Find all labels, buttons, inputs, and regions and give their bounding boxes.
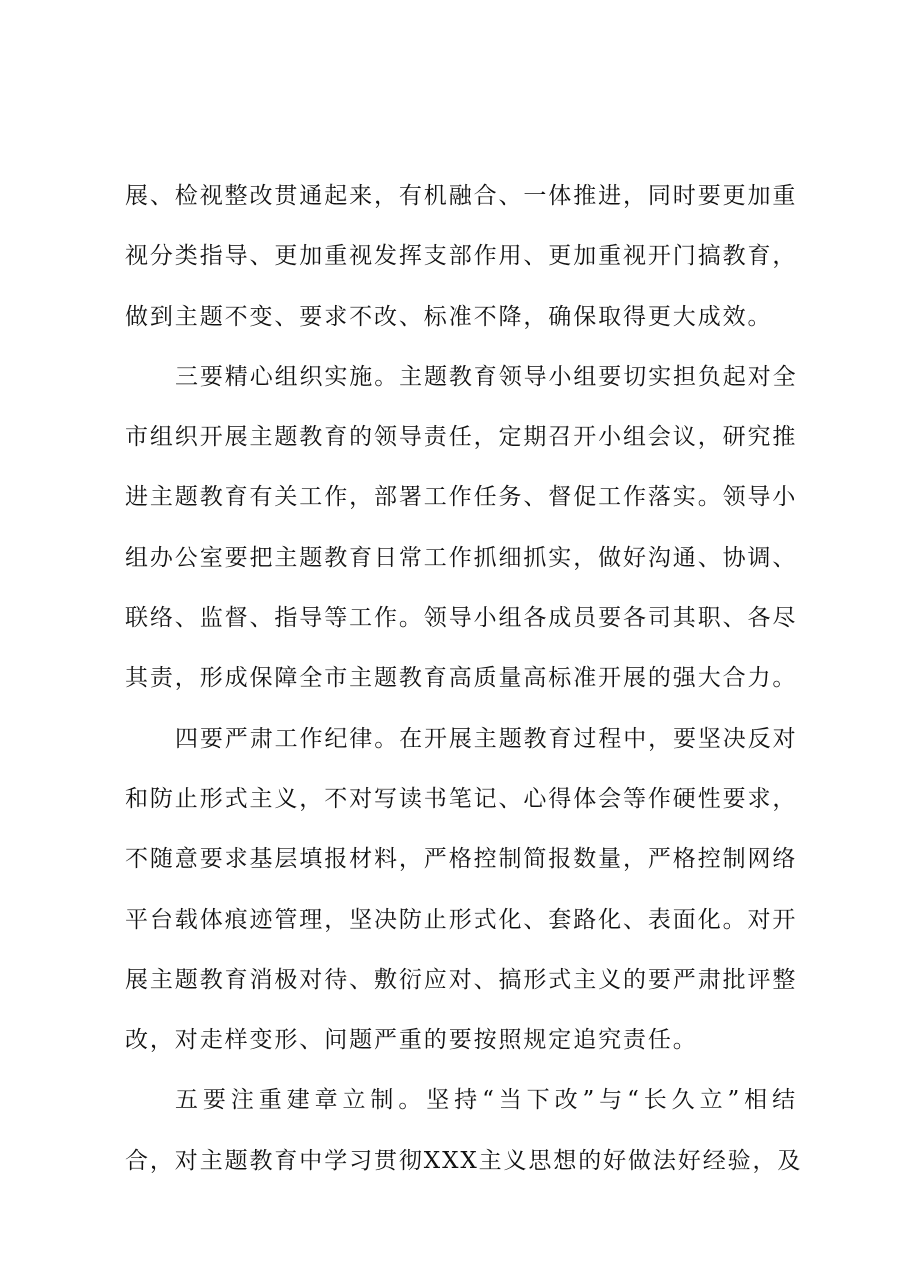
text-line: 不随意要求基层填报材料，严格控制简报数量，严格控制网络 (125, 846, 798, 873)
paragraph-start-line: 三要精心组织实施。主题教育领导小组要切实担负起对全 (175, 363, 798, 390)
paragraph-start-line: 五要注重建章立制。坚持“当下改”与“长久立”相结 (175, 1087, 797, 1114)
text-line: 视分类指导、更加重视发挥支部作用、更加重视开门搞教育， (125, 243, 798, 270)
text-line: 改，对走样变形、问题严重的要按照规定追究责任。 (125, 1027, 698, 1054)
text-line: 市组织开展主题教育的领导责任，定期召开小组会议，研究推 (125, 424, 798, 451)
text-line: 展、检视整改贯通起来，有机融合、一体推进，同时要更加重 (125, 183, 798, 209)
text-line: 进主题教育有关工作，部署工作任务、督促工作落实。领导小 (125, 484, 798, 511)
text-line: 组办公室要把主题教育日常工作抓细抓实，做好沟通、协调、 (125, 544, 798, 571)
body-text (125, 166, 803, 1191)
text-line: 合，对主题教育中学习贯彻XXX主义思想的好做法好经验，及 (125, 1147, 803, 1174)
text-line: 其责，形成保障全市主题教育高质量高标准开展的强大合力。 (125, 665, 798, 692)
text-line: 展主题教育消极对待、敷衍应对、搞形式主义的要严肃批评整 (125, 966, 798, 993)
paragraph-start-line: 四要严肃工作纪律。在开展主题教育过程中，要坚决反对 (175, 725, 798, 752)
text-line: 平台载体痕迹管理，坚决防止形式化、套路化、表面化。对开 (125, 906, 798, 933)
text-line: 联络、监督、指导等工作。领导小组各成员要各司其职、各尽 (125, 605, 798, 632)
text-line: 和防止形式主义，不对写读书笔记、心得体会等作硬性要求， (125, 785, 798, 812)
text-line: 做到主题不变、要求不改、标准不降，确保取得更大成效。 (125, 303, 773, 330)
